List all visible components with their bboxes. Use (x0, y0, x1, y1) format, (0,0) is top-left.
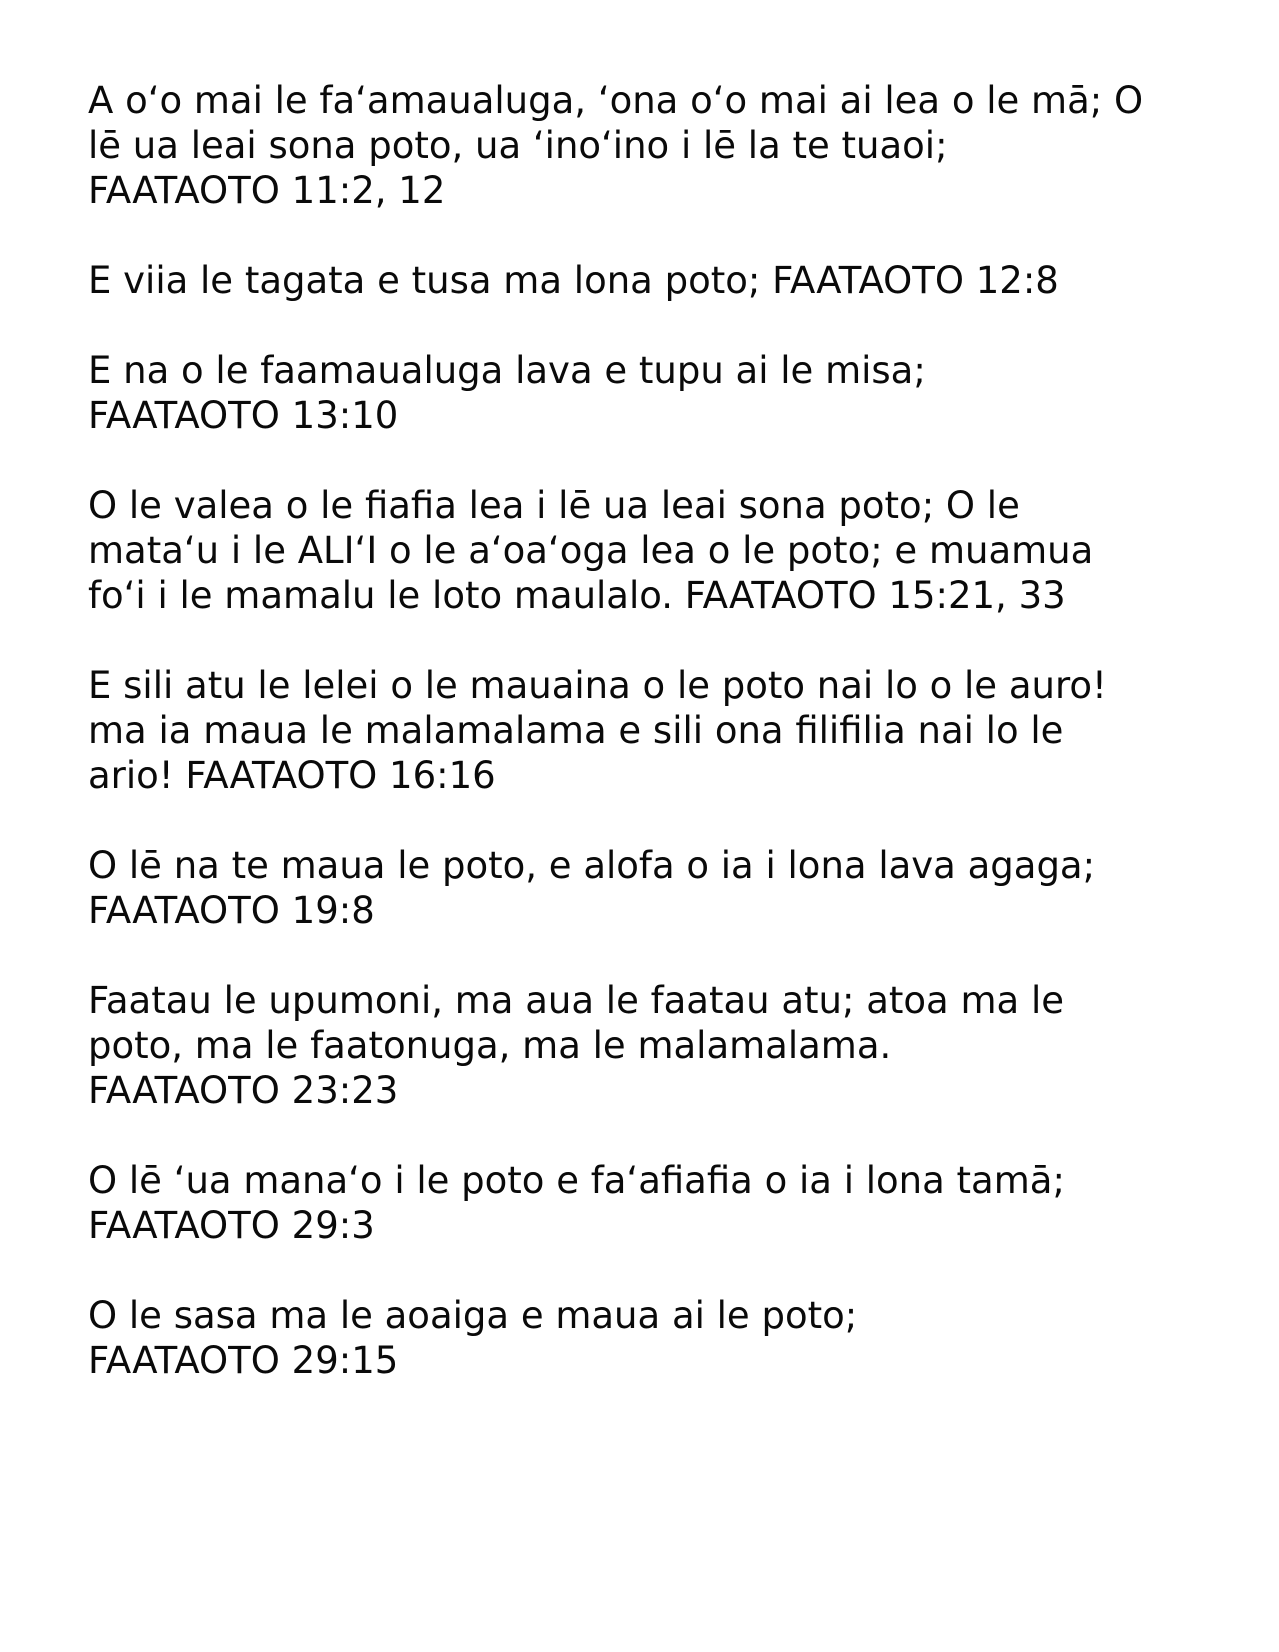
verse-proverbs-16-16 (88, 663, 1208, 798)
verse-proverbs-12-8 (88, 258, 1208, 303)
verse-list (88, 78, 1208, 1428)
verse-text-line: E viia le tagata e tusa ma lona poto; FAATAOTO 12:8 (88, 259, 1059, 302)
verse-text-line: Faatau le upumoni, ma aua le faatau atu; atoa ma le (88, 979, 1064, 1022)
verse-text-line: O le sasa ma le aoaiga e maua ai le poto; (88, 1294, 858, 1337)
verse-text-line: ma ia maua le malamalama e sili ona filifilia nai lo le (88, 709, 1064, 752)
verse-text-line: lē ua leai sona poto, ua ‘ino‘ino i lē la te tuaoi; (88, 124, 948, 167)
verse-text-line: O lē na te maua le poto, e alofa o ia i lona lava agaga; (88, 844, 1096, 887)
verse-text-line: A o‘o mai le fa‘amaualuga, ‘ona o‘o mai ai lea o le mā; O (88, 79, 1144, 122)
verse-reference: FAATAOTO 13:10 (88, 394, 399, 437)
verse-text-line: O lē ‘ua mana‘o i le poto e fa‘afiafia o ia i lona tamā; (88, 1159, 1065, 1202)
verse-proverbs-11-2-12 (88, 78, 1208, 213)
verse-proverbs-23-23 (88, 978, 1208, 1113)
verse-reference: FAATAOTO 11:2, 12 (88, 169, 446, 212)
verse-text-line: poto, ma le faatonuga, ma le malamalama. (88, 1024, 892, 1067)
verse-text-line: mata‘u i le ALI‘I o le a‘oa‘oga lea o le poto; e muamua (88, 529, 1094, 572)
verse-proverbs-19-8 (88, 843, 1208, 933)
verse-text-line: fo‘i i le mamalu le loto maulalo. FAATAOTO 15:21, 33 (88, 574, 1066, 617)
verse-text-line: E na o le faamaualuga lava e tupu ai le misa; (88, 349, 926, 392)
verse-reference: FAATAOTO 19:8 (88, 889, 375, 932)
verse-proverbs-15-21-33 (88, 483, 1208, 618)
verse-proverbs-29-15 (88, 1293, 1208, 1383)
verse-proverbs-13-10 (88, 348, 1208, 438)
verse-text-line: ario! FAATAOTO 16:16 (88, 754, 496, 797)
verse-proverbs-29-3 (88, 1158, 1208, 1248)
verse-reference: FAATAOTO 29:15 (88, 1339, 399, 1382)
verse-text-line: E sili atu le lelei o le mauaina o le poto nai lo o le auro! (88, 664, 1107, 707)
verse-reference: FAATAOTO 29:3 (88, 1204, 375, 1247)
verse-reference: FAATAOTO 23:23 (88, 1069, 399, 1112)
verse-text-line: O le valea o le fiafia lea i lē ua leai sona poto; O le (88, 484, 1020, 527)
